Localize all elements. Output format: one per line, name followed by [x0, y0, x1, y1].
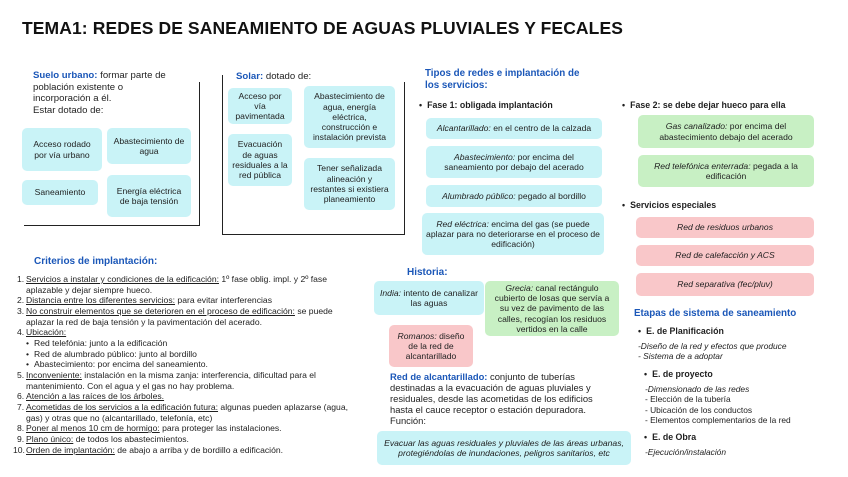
- list-item: • Red telefónia: junto a la edificación: [26, 338, 361, 349]
- list-item: 3. No construir elementos que se deterioren en el proceso de edificación: se puede aplazar la red de baja tensión y la pavimentación del acerado.: [17, 305, 333, 327]
- especial-separativa: Red separativa (fec/pluv): [636, 273, 814, 296]
- list-item: • Abastecimiento: por encima del saneamiento.: [26, 359, 361, 370]
- list-item: 10. Orden de implantación: de abajo a arriba y de bordillo a edificación.: [13, 444, 284, 455]
- list-item: 2. Distancia entre los diferentes servicios: para evitar interferencias: [17, 295, 272, 306]
- suelo-box-acceso: Acceso rodado por vía urbano: [22, 128, 102, 171]
- etapa-proyecto: • E. de proyecto: [644, 369, 713, 379]
- divider: [24, 225, 200, 226]
- historia-grecia: Grecia: canal rectángulo cubierto de losas que servía a su vez de pavimento de las calles, recogían los residuos vertidos en la calle: [485, 281, 619, 336]
- fase2-red-telefonica: Red telefónica enterrada: pegada a la edificación: [638, 155, 814, 187]
- alcantarillado-funcion: Evacuar las aguas residuales y pluviales de las áreas urbanas, protegiéndolas de inundaciones, peligros sanitarios, etc: [377, 431, 631, 465]
- fase1-alumbrado: Alumbrado público: pegado al bordillo: [426, 185, 602, 207]
- especial-calefaccion: Red de calefacción y ACS: [636, 245, 814, 266]
- especial-residuos: Red de residuos urbanos: [636, 217, 814, 238]
- solar-box-abastecimiento: Abastecimiento de agua, energía eléctrica, construcción e instalación prevista: [304, 86, 395, 148]
- divider: [404, 82, 405, 235]
- divider: [199, 82, 200, 226]
- solar-heading: Solar:: [236, 71, 264, 82]
- solar-box-acceso: Acceso por vía pavimentada: [228, 88, 292, 124]
- list-item: 6. Atención a las raíces de los árboles.: [17, 391, 165, 402]
- servicios-especiales-heading: • Servicios especiales: [622, 200, 716, 210]
- fase1-heading: • Fase 1: obligada implantación: [419, 100, 553, 110]
- list-item: 4. Ubicación:: [17, 327, 67, 338]
- divider: [222, 234, 404, 235]
- historia-india: India: intento de canalizar las aguas: [374, 281, 484, 315]
- tipos-heading: Tipos de redes e implantación de los servicios:: [425, 68, 580, 91]
- solar-box-evacuacion: Evacuación de aguas residuales a la red pública: [228, 134, 292, 186]
- fase2-gas: Gas canalizado: por encima del abastecimiento debajo del acerado: [638, 115, 814, 148]
- historia-romanos: Romanos: diseño de la red de alcantarillado: [389, 325, 473, 367]
- fase1-red-electrica: Red eléctrica: encima del gas (se puede aplazar para no deteriorarse en el proceso de edificación): [422, 213, 604, 255]
- etapas-heading: Etapas de sistema de saneamiento: [634, 308, 797, 319]
- suelo-urbano-heading: Suelo urbano:: [33, 70, 98, 81]
- list-item: 1. Servicios a instalar y condiciones de la edificación: 1º fase oblig. impl. y 2º fase aplazable y dejar siempre hueco.: [17, 274, 328, 295]
- list-item: 8. Poner al menos 10 cm de hormigo: para proteger las instalaciones.: [17, 423, 282, 434]
- page-title: TEMA1: REDES DE SANEAMIENTO DE AGUAS PLUVIALES Y FECALES: [22, 18, 624, 38]
- fase2-heading: • Fase 2: se debe dejar hueco para ella: [622, 100, 786, 110]
- suelo-box-energia: Energía eléctrica de baja tensión: [107, 175, 191, 217]
- historia-heading: Historia:: [407, 267, 448, 278]
- alcantarillado-heading: Red de alcantarillado:: [390, 371, 488, 382]
- etapa-obra: • E. de Obra: [644, 432, 696, 442]
- divider: [222, 75, 223, 235]
- suelo-box-saneamiento: Saneamiento: [22, 180, 98, 205]
- suelo-urbano-description: Suelo urbano: formar parte de población existente o incorporación a él. Estar dotado de:: [33, 70, 166, 116]
- fase1-alcantarillado: Alcantarillado: en el centro de la calzada: [426, 118, 602, 139]
- suelo-box-abastecimiento: Abastecimiento de agua: [107, 128, 191, 164]
- list-item: 9. Plano único: de todos los abastecimientos.: [17, 433, 189, 444]
- list-item: 7. Acometidas de los servicios a la edificación futura: algunas pueden aplazarse (agua, gas) y otras que no (alcantarillado, telefonía, etc): [17, 401, 348, 423]
- solar-box-senalizada: Tener señalizada alineación y restantes si existiera planeamiento: [304, 158, 395, 210]
- obra-items: -Ejecución/instalación: [645, 447, 727, 457]
- criterios-heading: Criterios de implantación:: [34, 256, 158, 267]
- proyecto-items: -Dimensionado de las redes - Elección de la tubería - Ubicación de los conductos - Elementos complementarios de la red: [645, 384, 791, 425]
- list-item: 5. Inconveniente: instalación en la misma zanja: interferencia, dificultad para el mantenimiento. Con el agua y el gas no hay problema.: [17, 369, 316, 391]
- solar-description: Solar: dotado de:: [236, 71, 312, 82]
- planificacion-items: -Diseño de la red y efectos que produce - Sistema de a adoptar: [638, 341, 787, 362]
- alcantarillado-description: Red de alcantarillado: conjunto de tuberías destinadas a la evacuación de aguas pluviales y residuales, desde las acometidas de los edificios hasta el cauce receptor o estación depuradora. Función:: [390, 371, 593, 427]
- fase1-abastecimiento: Abastecimiento: por encima del saneamiento por debajo del acerado: [426, 146, 602, 178]
- criterios-list: [13, 274, 361, 455]
- list-item: • Red de alumbrado público: junto al bordillo: [26, 349, 361, 360]
- etapa-planificacion: • E. de Planificación: [638, 326, 724, 336]
